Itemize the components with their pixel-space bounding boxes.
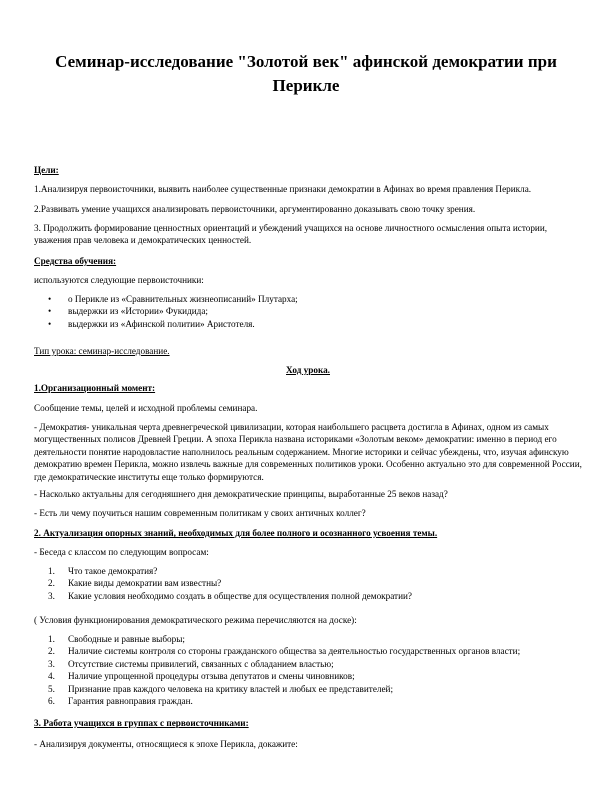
section1-p1: Сообщение темы, целей и исходной проблемы семинара.: [34, 403, 258, 413]
lesson-type: Тип урока: семинар-исследование.: [34, 346, 170, 356]
section1-p3: - Насколько актуальны для сегодняшнего дня демократические принципы, выработанные 25 веков назад?: [34, 489, 448, 499]
list-item: 4. Наличие упрощенной процедуры отзыва депутатов и смены чиновников;: [48, 671, 355, 682]
section2-intro: - Беседа с классом по следующим вопросам:: [34, 547, 209, 557]
list-item: 6. Гарантия равноправия граждан.: [48, 696, 193, 707]
section1-p2: - Демократия- уникальная черта древнегреческой цивилизации, которая наибольшего расцвета достигла в Афинах, одном из самых могущественных полисов Древней Греции. А эпоха Перикла названа историками «Золотым веком» демократии: именно в период его деятельности понятие народовластие наполнилось реальным содержанием. Многие историки и сейчас убеждены, что, изучая афинскую демократию времен Перикла, можно извлечь важные для современных политиков уроки. Особенно актуально это для современной России, где демократические институты еще только формируются.: [34, 422, 582, 482]
section1-p4: - Есть ли чему поучиться нашим современным политикам у своих античных коллег?: [34, 508, 366, 518]
sources-list: [34, 293, 574, 330]
bullet-icon: •: [48, 306, 52, 317]
goal-item-2: 2.Развивать умение учащихся анализировать первоисточники, аргументированно доказывать свою точку зрения.: [34, 204, 476, 214]
section2-heading: 2. Актуализация опорных знаний, необходимых для более полного и осознанного усвоения темы.: [34, 528, 438, 538]
conditions-list: [34, 633, 574, 707]
means-heading: Средства обучения:: [34, 256, 117, 266]
list-item: 3. Отсутствие системы привилегий, связанных с обладанием властью;: [48, 658, 334, 669]
conditions-intro: ( Условия функционирования демократического режима перечисляются на доске):: [34, 615, 357, 625]
page-title: Семинар-исследование "Золотой век" афинской демократии при Перикле: [55, 52, 557, 95]
list-item: • о Перикле из «Сравнительных жизнеописаний» Плутарха;: [48, 294, 298, 304]
list-item: 2. Наличие системы контроля со стороны гражданского общества за деятельностью государственных органов власти;: [48, 646, 521, 657]
goal-item-1: 1.Анализируя первоисточники, выявить наиболее существенные признаки демократии в Афинах во время правления Перикла.: [34, 184, 532, 194]
goal-item-3: 3. Продолжить формирование ценностных ориентаций и убеждений учащихся на основе личностного осмысления опыта истории, уважения прав человека и демократических ценностей.: [34, 223, 548, 246]
section3-heading: 3. Работа учащихся в группах с первоисточниками:: [34, 718, 249, 728]
lesson-heading: Ход урока.: [286, 365, 330, 375]
section1-heading: 1.Организационный момент:: [34, 383, 156, 393]
list-item: 2. Какие виды демократии вам известны?: [48, 578, 222, 589]
list-item: • выдержки из «Афинской политии» Аристотеля.: [48, 318, 255, 329]
bullet-icon: •: [48, 318, 52, 329]
questions-list: [34, 565, 574, 602]
list-item: 5. Признание прав каждого человека на критику властей и любых ее представителей;: [48, 683, 394, 694]
list-item: 3. Какие условия необходимо создать в обществе для осуществления полной демократии?: [48, 590, 412, 601]
goals-heading: Цели:: [34, 165, 59, 175]
means-intro: используются следующие первоисточники:: [34, 275, 204, 285]
list-item: 1. Свободные и равные выборы;: [48, 634, 185, 644]
bullet-icon: •: [48, 294, 52, 304]
list-item: 1. Что такое демократия?: [48, 566, 158, 576]
section3-p1: - Анализируя документы, относящиеся к эпохе Перикла, докажите:: [34, 739, 298, 749]
list-item: • выдержки из «Истории» Фукидида;: [48, 306, 208, 317]
